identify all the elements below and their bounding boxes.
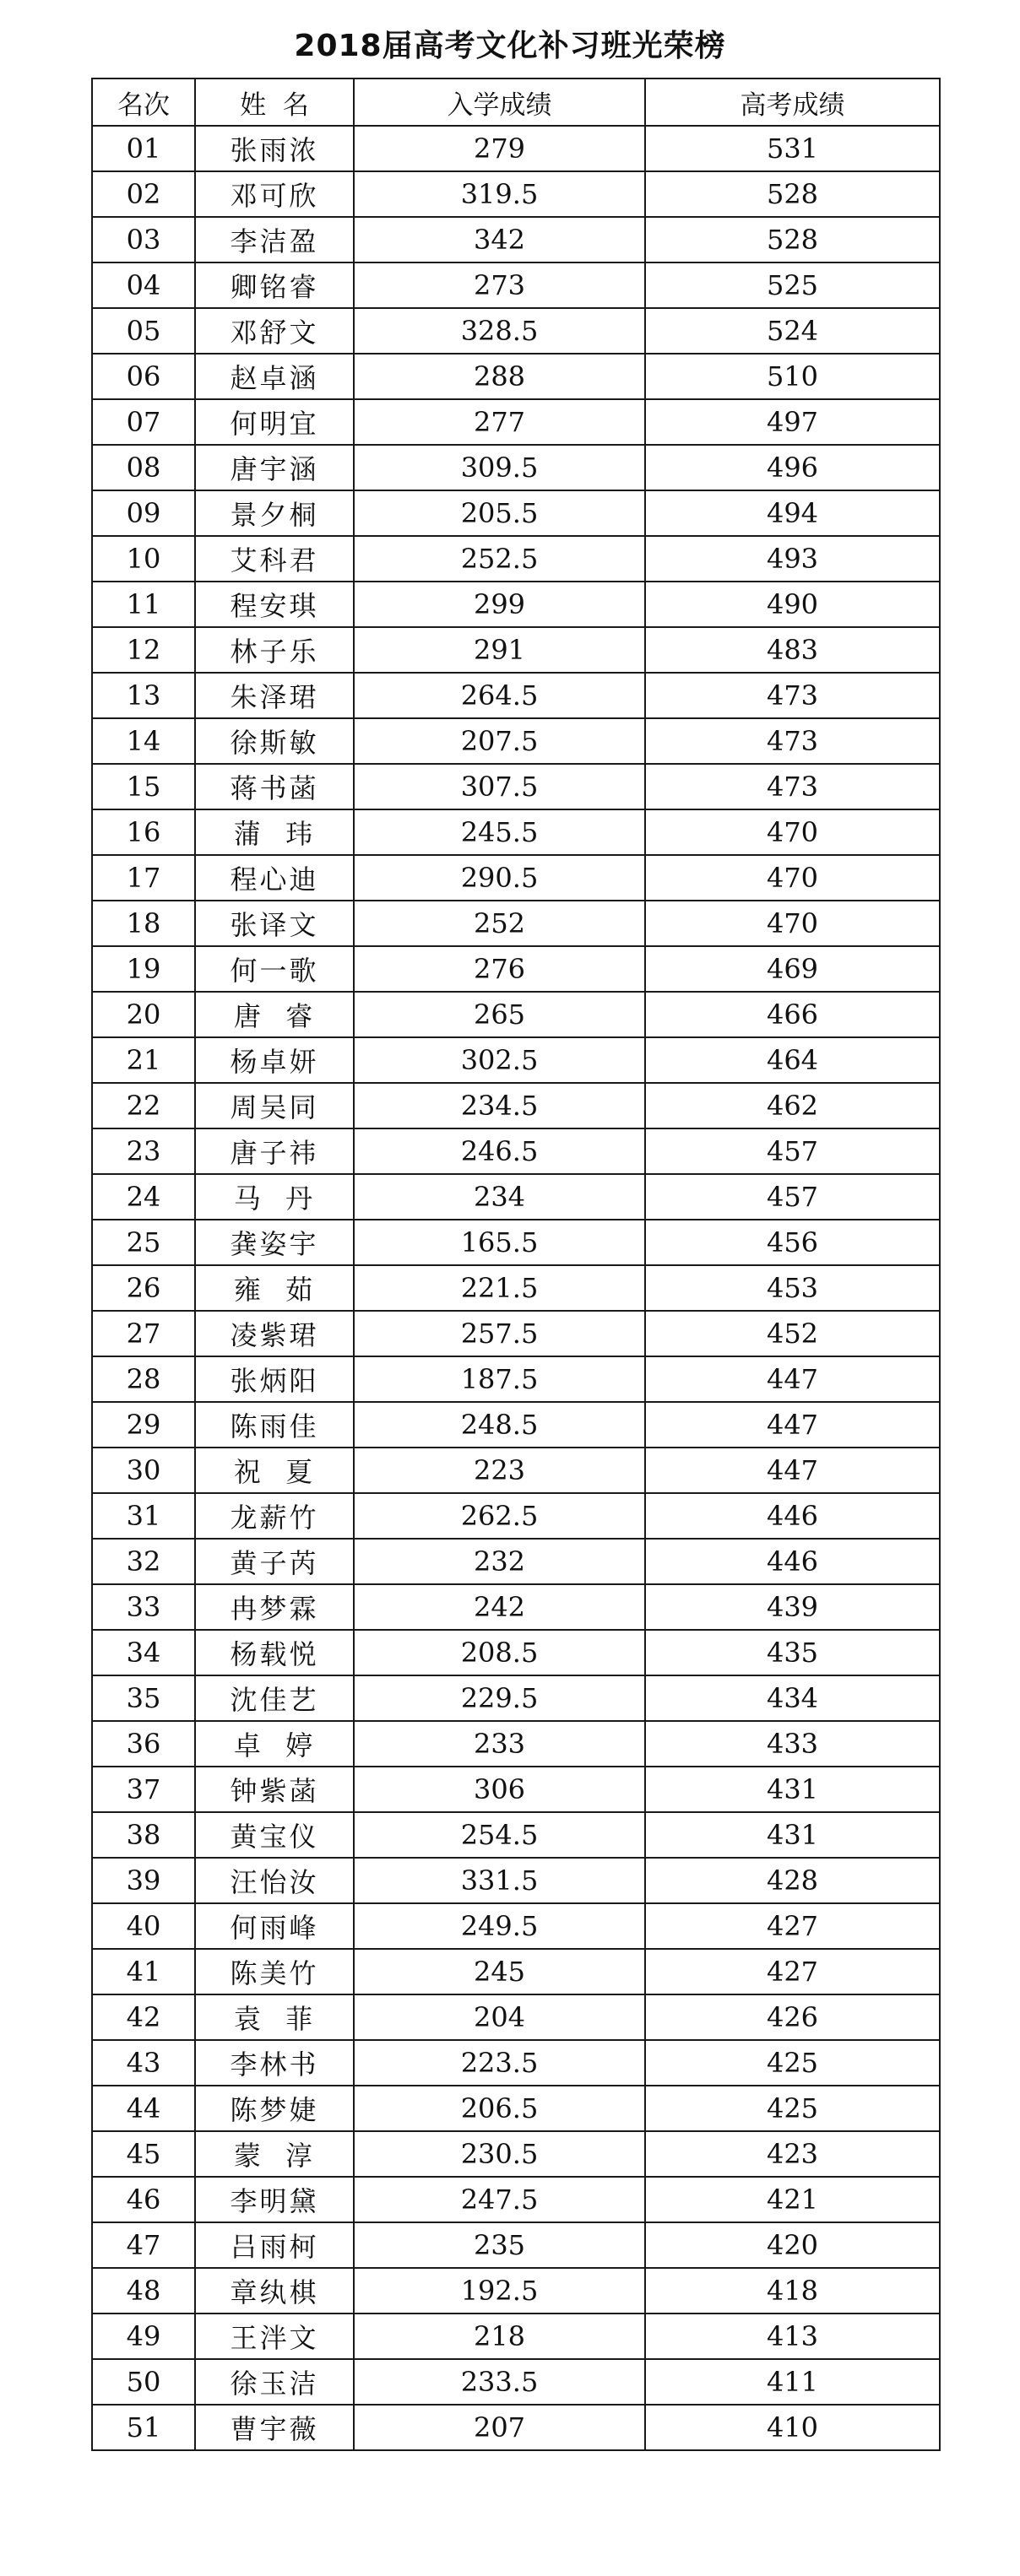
rank-cell: 14 [92,718,195,764]
name-cell: 汪怡汝 [195,1858,354,1903]
entrance-score-cell: 230.5 [354,2131,645,2177]
entrance-score-cell: 279 [354,126,645,171]
gaokao-score-cell: 439 [645,1584,940,1630]
entrance-score-cell: 218 [354,2314,645,2359]
gaokao-score-cell: 427 [645,1949,940,1994]
gaokao-score-cell: 434 [645,1675,940,1721]
entrance-score-cell: 342 [354,217,645,262]
rank-cell: 41 [92,1949,195,1994]
name-cell: 沈佳艺 [195,1675,354,1721]
rank-cell: 49 [92,2314,195,2359]
rank-cell: 18 [92,901,195,946]
entrance-score-cell: 165.5 [354,1220,645,1265]
gaokao-score-cell: 470 [645,901,940,946]
name-cell: 凌紫珺 [195,1311,354,1356]
entrance-score-cell: 277 [354,399,645,445]
entrance-score-cell: 249.5 [354,1903,645,1949]
rank-cell: 39 [92,1858,195,1903]
table-row [92,1584,940,1630]
entrance-score-cell: 192.5 [354,2268,645,2314]
gaokao-score-cell: 496 [645,445,940,490]
gaokao-score-cell: 453 [645,1265,940,1311]
rank-cell: 22 [92,1083,195,1128]
header-gaokao-score: 高考成绩 [645,78,940,126]
page-title: 2018届高考文化补习班光荣榜 [294,29,726,63]
rank-cell: 13 [92,673,195,718]
rank-cell: 27 [92,1311,195,1356]
entrance-score-cell: 207.5 [354,718,645,764]
gaokao-score-cell: 473 [645,673,940,718]
table-row [92,1083,940,1128]
rank-cell: 21 [92,1037,195,1083]
rank-cell: 15 [92,764,195,809]
name-cell: 邓可欣 [195,171,354,217]
gaokao-score-cell: 425 [645,2040,940,2086]
table-row [92,399,940,445]
name-cell: 卓 婷 [195,1721,354,1767]
rank-cell: 51 [92,2405,195,2450]
entrance-score-cell: 273 [354,262,645,308]
entrance-score-cell: 302.5 [354,1037,645,1083]
gaokao-score-cell: 510 [645,354,940,399]
entrance-score-cell: 265 [354,992,645,1037]
rank-cell: 09 [92,490,195,536]
name-cell: 张译文 [195,901,354,946]
name-cell: 唐子祎 [195,1128,354,1174]
rank-cell: 07 [92,399,195,445]
table-row [92,1220,940,1265]
gaokao-score-cell: 426 [645,1994,940,2040]
name-cell: 张雨浓 [195,126,354,171]
header-rank: 名次 [92,78,195,126]
gaokao-score-cell: 494 [645,490,940,536]
entrance-score-cell: 246.5 [354,1128,645,1174]
name-cell: 章纨棋 [195,2268,354,2314]
table-row [92,1128,940,1174]
rank-cell: 35 [92,1675,195,1721]
rank-cell: 24 [92,1174,195,1220]
entrance-score-cell: 264.5 [354,673,645,718]
table-row [92,1903,940,1949]
entrance-score-cell: 242 [354,1584,645,1630]
rank-cell: 08 [92,445,195,490]
name-cell: 袁 菲 [195,1994,354,2040]
name-cell: 马 丹 [195,1174,354,1220]
table-row [92,171,940,217]
rank-cell: 17 [92,855,195,901]
gaokao-score-cell: 427 [645,1903,940,1949]
table-row [92,1949,940,1994]
rank-cell: 33 [92,1584,195,1630]
table-row [92,1493,940,1539]
rank-cell: 23 [92,1128,195,1174]
gaokao-score-cell: 525 [645,262,940,308]
table-row [92,2268,940,2314]
table-row [92,1812,940,1858]
entrance-score-cell: 208.5 [354,1630,645,1675]
name-cell: 卿铭睿 [195,262,354,308]
rank-cell: 40 [92,1903,195,1949]
name-cell: 何雨峰 [195,1903,354,1949]
gaokao-score-cell: 470 [645,809,940,855]
rank-cell: 05 [92,308,195,354]
name-cell: 陈雨佳 [195,1402,354,1448]
name-cell: 杨卓妍 [195,1037,354,1083]
rank-cell: 37 [92,1767,195,1812]
entrance-score-cell: 206.5 [354,2086,645,2131]
table-row [92,1037,940,1083]
table-row [92,582,940,627]
table-row [92,536,940,582]
honor-roll-table [91,78,941,2451]
name-cell: 冉梦霖 [195,1584,354,1630]
entrance-score-cell: 288 [354,354,645,399]
entrance-score-cell: 233.5 [354,2359,645,2405]
rank-cell: 06 [92,354,195,399]
gaokao-score-cell: 431 [645,1812,940,1858]
name-cell: 龙薪竹 [195,1493,354,1539]
name-cell: 李洁盈 [195,217,354,262]
gaokao-score-cell: 457 [645,1128,940,1174]
rank-cell: 03 [92,217,195,262]
table-row [92,1767,940,1812]
gaokao-score-cell: 446 [645,1539,940,1584]
entrance-score-cell: 252.5 [354,536,645,582]
gaokao-score-cell: 420 [645,2222,940,2268]
gaokao-score-cell: 473 [645,718,940,764]
rank-cell: 20 [92,992,195,1037]
rank-cell: 16 [92,809,195,855]
gaokao-score-cell: 462 [645,1083,940,1128]
table-row [92,855,940,901]
table-row [92,2314,940,2359]
table-row [92,2222,940,2268]
name-cell: 程安琪 [195,582,354,627]
rank-cell: 50 [92,2359,195,2405]
entrance-score-cell: 232 [354,1539,645,1584]
entrance-score-cell: 223 [354,1448,645,1493]
table-row [92,490,940,536]
header-row [92,78,940,126]
table-row [92,308,940,354]
name-cell: 周吴同 [195,1083,354,1128]
name-cell: 徐玉洁 [195,2359,354,2405]
entrance-score-cell: 262.5 [354,1493,645,1539]
gaokao-score-cell: 431 [645,1767,940,1812]
table-row [92,2131,940,2177]
entrance-score-cell: 234 [354,1174,645,1220]
rank-cell: 02 [92,171,195,217]
rank-cell: 10 [92,536,195,582]
name-cell: 何一歌 [195,946,354,992]
name-cell: 张炳阳 [195,1356,354,1402]
name-cell: 雍 茹 [195,1265,354,1311]
gaokao-score-cell: 423 [645,2131,940,2177]
gaokao-score-cell: 447 [645,1356,940,1402]
name-cell: 唐 睿 [195,992,354,1037]
gaokao-score-cell: 456 [645,1220,940,1265]
rank-cell: 30 [92,1448,195,1493]
name-cell: 李林书 [195,2040,354,2086]
name-cell: 何明宜 [195,399,354,445]
gaokao-score-cell: 411 [645,2359,940,2405]
name-cell: 钟紫菡 [195,1767,354,1812]
gaokao-score-cell: 528 [645,171,940,217]
entrance-score-cell: 299 [354,582,645,627]
entrance-score-cell: 234.5 [354,1083,645,1128]
table-row [92,2040,940,2086]
entrance-score-cell: 245.5 [354,809,645,855]
rank-cell: 48 [92,2268,195,2314]
table-row [92,2405,940,2450]
entrance-score-cell: 331.5 [354,1858,645,1903]
name-cell: 黄子芮 [195,1539,354,1584]
table-row [92,445,940,490]
gaokao-score-cell: 473 [645,764,940,809]
rank-cell: 04 [92,262,195,308]
gaokao-score-cell: 418 [645,2268,940,2314]
table-row [92,809,940,855]
table-row [92,1174,940,1220]
name-cell: 蒋书菡 [195,764,354,809]
rank-cell: 34 [92,1630,195,1675]
entrance-score-cell: 252 [354,901,645,946]
table-row [92,1630,940,1675]
rank-cell: 31 [92,1493,195,1539]
table-body [92,126,940,2450]
table-row [92,262,940,308]
entrance-score-cell: 205.5 [354,490,645,536]
name-cell: 杨载悦 [195,1630,354,1675]
table-row [92,354,940,399]
rank-cell: 19 [92,946,195,992]
rank-cell: 01 [92,126,195,171]
gaokao-score-cell: 447 [645,1402,940,1448]
gaokao-score-cell: 490 [645,582,940,627]
name-cell: 王泮文 [195,2314,354,2359]
entrance-score-cell: 245 [354,1949,645,1994]
name-cell: 邓舒文 [195,308,354,354]
gaokao-score-cell: 421 [645,2177,940,2222]
name-cell: 李明黛 [195,2177,354,2222]
gaokao-score-cell: 531 [645,126,940,171]
name-cell: 唐宇涵 [195,445,354,490]
entrance-score-cell: 187.5 [354,1356,645,1402]
gaokao-score-cell: 497 [645,399,940,445]
gaokao-score-cell: 435 [645,1630,940,1675]
rank-cell: 43 [92,2040,195,2086]
entrance-score-cell: 319.5 [354,171,645,217]
gaokao-score-cell: 433 [645,1721,940,1767]
table-row [92,1265,940,1311]
gaokao-score-cell: 466 [645,992,940,1037]
table-row [92,2086,940,2131]
rank-cell: 28 [92,1356,195,1402]
rank-cell: 45 [92,2131,195,2177]
header-entrance-score: 入学成绩 [354,78,645,126]
table-row [92,2177,940,2222]
entrance-score-cell: 276 [354,946,645,992]
table-row [92,1448,940,1493]
gaokao-score-cell: 469 [645,946,940,992]
name-cell: 艾科君 [195,536,354,582]
gaokao-score-cell: 470 [645,855,940,901]
gaokao-score-cell: 464 [645,1037,940,1083]
gaokao-score-cell: 428 [645,1858,940,1903]
entrance-score-cell: 306 [354,1767,645,1812]
rank-cell: 25 [92,1220,195,1265]
header-name: 姓 名 [195,78,354,126]
table-row [92,1539,940,1584]
rank-cell: 42 [92,1994,195,2040]
rank-cell: 11 [92,582,195,627]
table-row [92,1721,940,1767]
entrance-score-cell: 235 [354,2222,645,2268]
table-row [92,901,940,946]
table-row [92,764,940,809]
name-cell: 吕雨柯 [195,2222,354,2268]
name-cell: 程心迪 [195,855,354,901]
gaokao-score-cell: 425 [645,2086,940,2131]
name-cell: 林子乐 [195,627,354,673]
rank-cell: 29 [92,1402,195,1448]
rank-cell: 26 [92,1265,195,1311]
name-cell: 赵卓涵 [195,354,354,399]
name-cell: 黄宝仪 [195,1812,354,1858]
table-row [92,2359,940,2405]
table-row [92,217,940,262]
rank-cell: 36 [92,1721,195,1767]
table-row [92,1858,940,1903]
name-cell: 蒙 淳 [195,2131,354,2177]
entrance-score-cell: 204 [354,1994,645,2040]
gaokao-score-cell: 447 [645,1448,940,1493]
entrance-score-cell: 257.5 [354,1311,645,1356]
name-cell: 蒲 玮 [195,809,354,855]
entrance-score-cell: 221.5 [354,1265,645,1311]
name-cell: 朱泽珺 [195,673,354,718]
name-cell: 龚姿宇 [195,1220,354,1265]
entrance-score-cell: 307.5 [354,764,645,809]
gaokao-score-cell: 413 [645,2314,940,2359]
table-row [92,718,940,764]
table-row [92,1356,940,1402]
name-cell: 曹宇薇 [195,2405,354,2450]
name-cell: 景夕桐 [195,490,354,536]
table-row [92,627,940,673]
entrance-score-cell: 328.5 [354,308,645,354]
name-cell: 陈梦婕 [195,2086,354,2131]
name-cell: 徐斯敏 [195,718,354,764]
entrance-score-cell: 248.5 [354,1402,645,1448]
rank-cell: 12 [92,627,195,673]
table-row [92,1675,940,1721]
gaokao-score-cell: 452 [645,1311,940,1356]
rank-cell: 46 [92,2177,195,2222]
entrance-score-cell: 254.5 [354,1812,645,1858]
name-cell: 陈美竹 [195,1949,354,1994]
table-row [92,1994,940,2040]
table-row [92,1311,940,1356]
gaokao-score-cell: 410 [645,2405,940,2450]
entrance-score-cell: 233 [354,1721,645,1767]
table-row [92,946,940,992]
gaokao-score-cell: 483 [645,627,940,673]
rank-cell: 44 [92,2086,195,2131]
entrance-score-cell: 229.5 [354,1675,645,1721]
rank-cell: 32 [92,1539,195,1584]
entrance-score-cell: 223.5 [354,2040,645,2086]
entrance-score-cell: 291 [354,627,645,673]
gaokao-score-cell: 457 [645,1174,940,1220]
name-cell: 祝 夏 [195,1448,354,1493]
table-row [92,992,940,1037]
entrance-score-cell: 207 [354,2405,645,2450]
entrance-score-cell: 309.5 [354,445,645,490]
entrance-score-cell: 247.5 [354,2177,645,2222]
gaokao-score-cell: 524 [645,308,940,354]
table-row [92,1402,940,1448]
gaokao-score-cell: 528 [645,217,940,262]
table-row [92,126,940,171]
entrance-score-cell: 290.5 [354,855,645,901]
table-row [92,673,940,718]
gaokao-score-cell: 493 [645,536,940,582]
gaokao-score-cell: 446 [645,1493,940,1539]
rank-cell: 38 [92,1812,195,1858]
rank-cell: 47 [92,2222,195,2268]
